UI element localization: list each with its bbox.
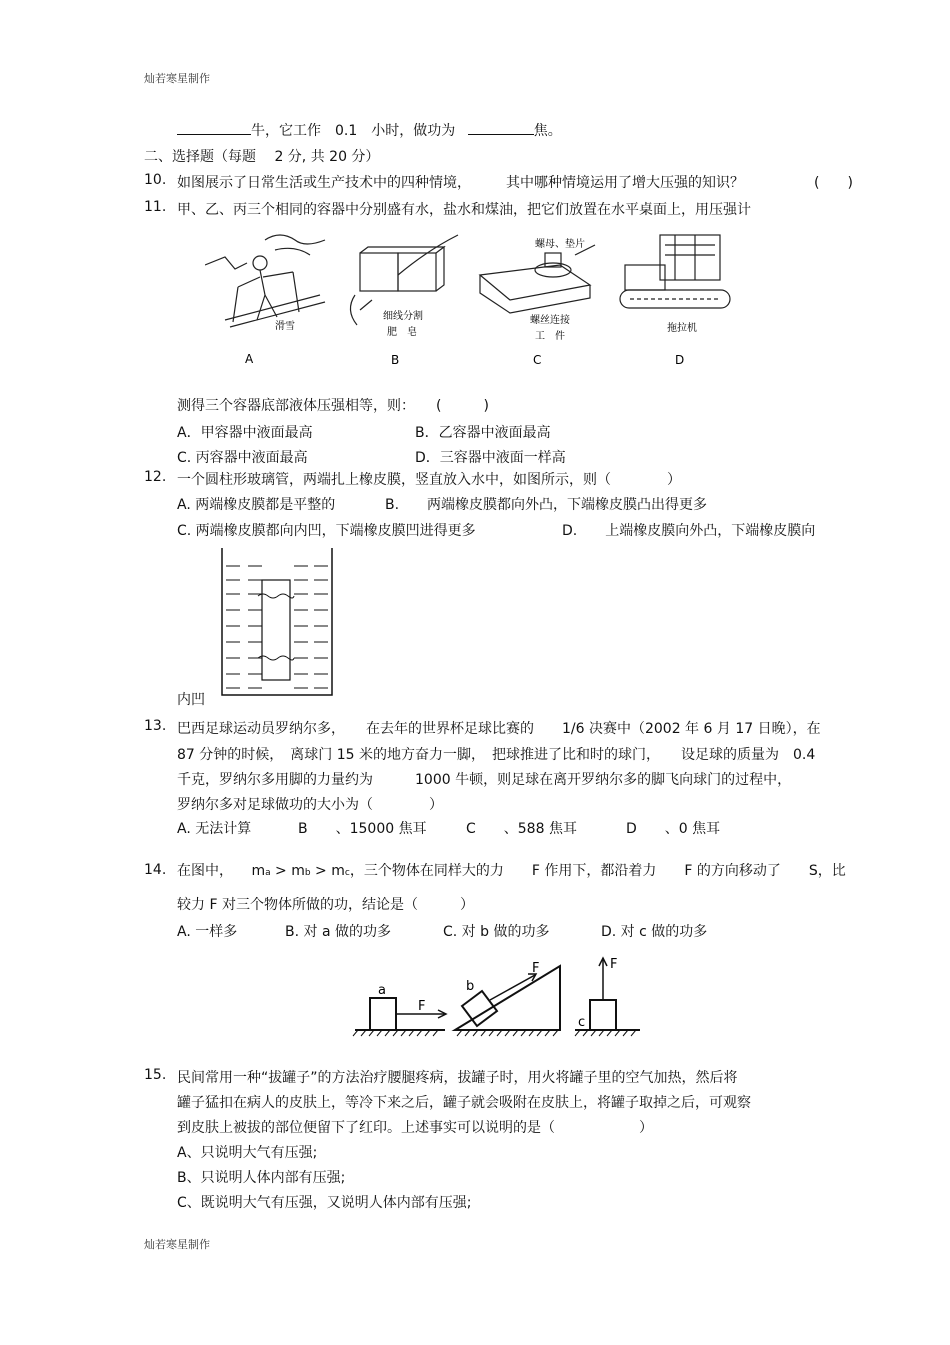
q15-option-a[interactable]: A、只说明大气有压强;: [177, 1145, 318, 1161]
q13-option-d[interactable]: D 、0 焦耳: [626, 821, 721, 837]
q15-option-b[interactable]: B、只说明人体内部有压强;: [177, 1170, 346, 1186]
q12-figure: [218, 548, 338, 698]
q14-line-2: 较力 F 对三个物体所做的功，结论是（ ）: [177, 897, 474, 913]
force-c-label: F: [610, 957, 618, 972]
q13-option-a[interactable]: A. 无法计算: [177, 821, 252, 837]
force-a-label: F: [418, 999, 426, 1014]
q12-option-c[interactable]: C. 两端橡皮膜都向内凹，下端橡皮膜凹进得更多: [177, 523, 476, 539]
q14-option-a[interactable]: A. 一样多: [177, 924, 238, 940]
q10-text: 如图展示了日常生活或生产技术中的四种情境， 其中哪种情境运用了增大压强的知识？: [177, 175, 744, 191]
answer-blank-2[interactable]: [468, 120, 534, 135]
q11-option-c[interactable]: C. 丙容器中液面最高: [177, 450, 308, 466]
situation-illustrations: [205, 225, 745, 375]
q13-line-1: 巴西足球运动员罗纳尔多， 在去年的世界杯足球比赛的 1/6 决赛中（2002 年 6 月 17 日晚），在: [177, 721, 821, 737]
label-d: D: [675, 353, 685, 367]
q15-number: 15.: [144, 1067, 167, 1083]
caption-soap-1: 细线分割: [383, 311, 423, 322]
force-b-label: F: [532, 961, 540, 976]
caption-soap-2: 肥 皂: [387, 327, 417, 338]
q10-figure: [205, 225, 745, 375]
skiing-drawing: [205, 235, 325, 327]
caption-tractor: 拖拉机: [667, 323, 697, 334]
caption-bolt-top: 螺母、垫片: [535, 239, 585, 250]
force-work-diagram: [350, 948, 650, 1043]
mass-inequality: ma > mb > mc: [251, 863, 350, 879]
caption-ski: 滑雪: [275, 321, 295, 332]
q11-option-d[interactable]: D．三容器中液面一样高: [415, 450, 566, 466]
tractor-drawing: [620, 235, 730, 308]
label-a: A: [245, 352, 254, 366]
q11-option-a[interactable]: A．甲容器中液面最高: [177, 425, 313, 441]
q14-option-b[interactable]: B. 对 a 做的功多: [285, 924, 391, 940]
q14-option-d[interactable]: D. 对 c 做的功多: [601, 924, 708, 940]
q12-number: 12.: [144, 469, 167, 485]
q12-option-d-tail: 内凹: [177, 692, 205, 708]
q15-line-3: 到皮肤上被拔的部位便留下了红印。上述事实可以说明的是（ ）: [177, 1120, 653, 1136]
q13-line-3: 千克，罗纳尔多用脚的力量约为 1000 牛顿，则足球在离开罗纳尔多的脚飞向球门的过程中，: [177, 772, 792, 788]
q15-line-1: 民间常用一种“拔罐子”的方法治疗腰腿疼病，拔罐子时，用火将罐子里的空气加热，然后将: [177, 1070, 738, 1086]
block-c-label: c: [578, 1015, 586, 1030]
page-header: 灿若寒星制作: [144, 72, 210, 85]
q10-answer-paren: ( ): [814, 175, 853, 191]
page-footer: 灿若寒星制作: [144, 1238, 210, 1251]
q13-option-c[interactable]: C 、588 焦耳: [466, 821, 577, 837]
q12-option-b[interactable]: B. 两端橡皮膜都向外凸，下端橡皮膜凸出得更多: [385, 497, 708, 513]
q10-number: 10.: [144, 172, 167, 188]
q11-number: 11.: [144, 199, 167, 215]
q11-option-b[interactable]: B．乙容器中液面最高: [415, 425, 551, 441]
bolt-drawing: [480, 245, 595, 313]
q14-line-1: 在图中， ma > mb > mc，三个物体在同样大的力 F 作用下，都沿着力 F 的方向移动了 S，比: [177, 863, 846, 879]
glass-tube-in-water: [218, 548, 338, 698]
section-title: 二、选择题（每题 2 分, 共 20 分）: [144, 149, 380, 165]
q13-line-4: 罗纳尔多对足球做功的大小为（ ）: [177, 797, 443, 813]
label-b: B: [391, 353, 400, 367]
fill-line-1: 牛，它工作 0.1 小时，做功为 焦。: [177, 120, 562, 140]
q11-text: 甲、乙、丙三个相同的容器中分别盛有水，盐水和煤油，把它们放置在水平桌面上，用压强计: [177, 202, 751, 218]
q13-option-b[interactable]: B 、15000 焦耳: [298, 821, 427, 837]
q15-line-2: 罐子猛扣在病人的皮肤上，等冷下来之后，罐子就会吸附在皮肤上，将罐子取掉之后，可观察: [177, 1095, 751, 1111]
q14-number: 14.: [144, 862, 167, 878]
q13-number: 13.: [144, 718, 167, 734]
q12-option-a[interactable]: A. 两端橡皮膜都是平整的: [177, 497, 336, 513]
answer-blank-1[interactable]: [177, 120, 251, 135]
block-a-label: a: [378, 983, 386, 998]
q11-continuation: 测得三个容器底部液体压强相等，则： ( ): [177, 398, 489, 414]
q12-option-d[interactable]: D. 上端橡皮膜向外凸，下端橡皮膜向: [562, 523, 816, 539]
block-b-label: b: [466, 979, 475, 994]
caption-bolt-2: 工 件: [535, 331, 565, 342]
q14-figure: [350, 948, 650, 1043]
label-c: C: [533, 353, 542, 367]
q14-option-c[interactable]: C. 对 b 做的功多: [443, 924, 550, 940]
q15-option-c[interactable]: C、既说明大气有压强，又说明人体内部有压强;: [177, 1195, 472, 1211]
q12-text: 一个圆柱形玻璃管，两端扎上橡皮膜，竖直放入水中，如图所示，则（ ）: [177, 472, 681, 488]
caption-bolt-1: 螺丝连接: [530, 315, 570, 326]
q13-line-2: 87 分钟的时候， 离球门 15 米的地方奋力一脚， 把球推进了比和时的球门， 设足球的质量为 0.4: [177, 747, 816, 763]
